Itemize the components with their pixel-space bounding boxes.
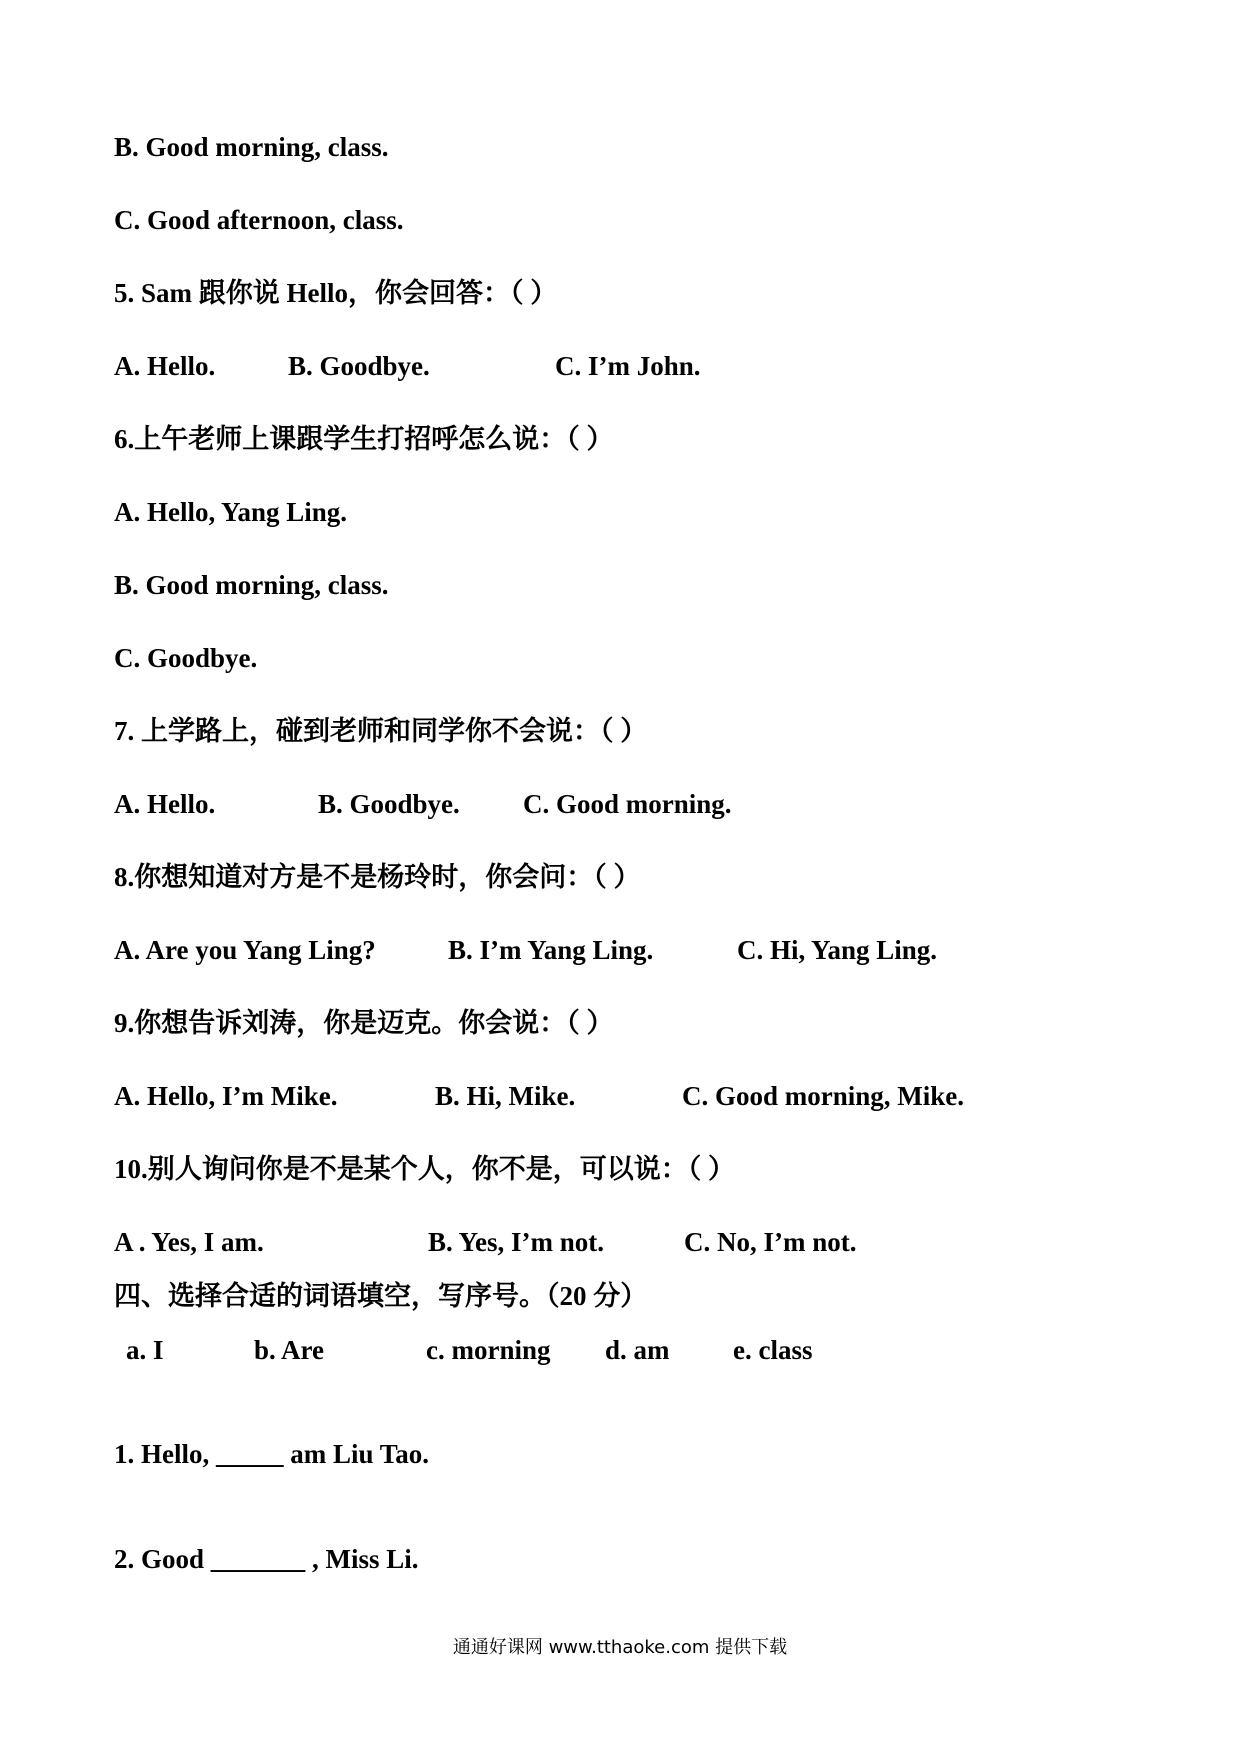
q5-option-a: A. Hello. [114,351,216,381]
q7-option-c: C. Good morning. [523,789,732,819]
q4-option-c: C. Good afternoon, class. [114,205,404,235]
q8-option-b: B. I’m Yang Ling. [448,935,654,965]
q9-option-a: A. Hello, I’m Mike. [114,1081,338,1111]
q8-option-c: C. Hi, Yang Ling. [737,935,938,965]
q5-question: 5. Sam 跟你说 Hello，你会回答：（ ） [114,278,558,308]
q6-option-b: B. Good morning, class. [114,570,389,600]
q10-question: 10.别人询问你是不是某个人，你不是，可以说：（ ） [114,1154,735,1184]
q9-question: 9.你想告诉刘涛，你是迈克。你会说：（ ） [114,1008,614,1038]
word-option-a: a. I [126,1335,164,1365]
q4-option-b: B. Good morning, class. [114,132,389,162]
word-option-e: e. class [733,1335,813,1365]
q6-option-c: C. Goodbye. [114,643,258,673]
q9-option-c: C. Good morning, Mike. [682,1081,965,1111]
section4-heading: 四、选择合适的词语填空，写序号。（20 分） [114,1281,648,1311]
fill-blank-1: 1. Hello, _____ am Liu Tao. [114,1439,430,1469]
q6-option-a: A. Hello, Yang Ling. [114,497,348,527]
q5-option-c: C. I’m John. [555,351,701,381]
q8-question: 8.你想知道对方是不是杨玲时，你会问：（ ） [114,862,641,892]
q5-option-b: B. Goodbye. [288,351,430,381]
word-option-d: d. am [605,1335,670,1365]
q10-option-a: A . Yes, I am. [114,1227,264,1257]
q10-option-c: C. No, I’m not. [684,1227,857,1257]
q7-option-a: A. Hello. [114,789,216,819]
word-option-c: c. morning [426,1335,551,1365]
footer-watermark: 通通好课网 www.tthaoke.com 提供下载 [452,1637,788,1658]
word-option-b: b. Are [254,1335,325,1365]
q8-option-a: A. Are you Yang Ling? [114,935,376,965]
q10-option-b: B. Yes, I’m not. [428,1227,605,1257]
q6-question: 6.上午老师上课跟学生打招呼怎么说：（ ） [114,424,614,454]
q7-question: 7. 上学路上，碰到老师和同学你不会说：（ ） [114,716,648,746]
q7-option-b: B. Goodbye. [318,789,460,819]
q9-option-b: B. Hi, Mike. [435,1081,576,1111]
fill-blank-2: 2. Good _______ , Miss Li. [114,1544,419,1574]
